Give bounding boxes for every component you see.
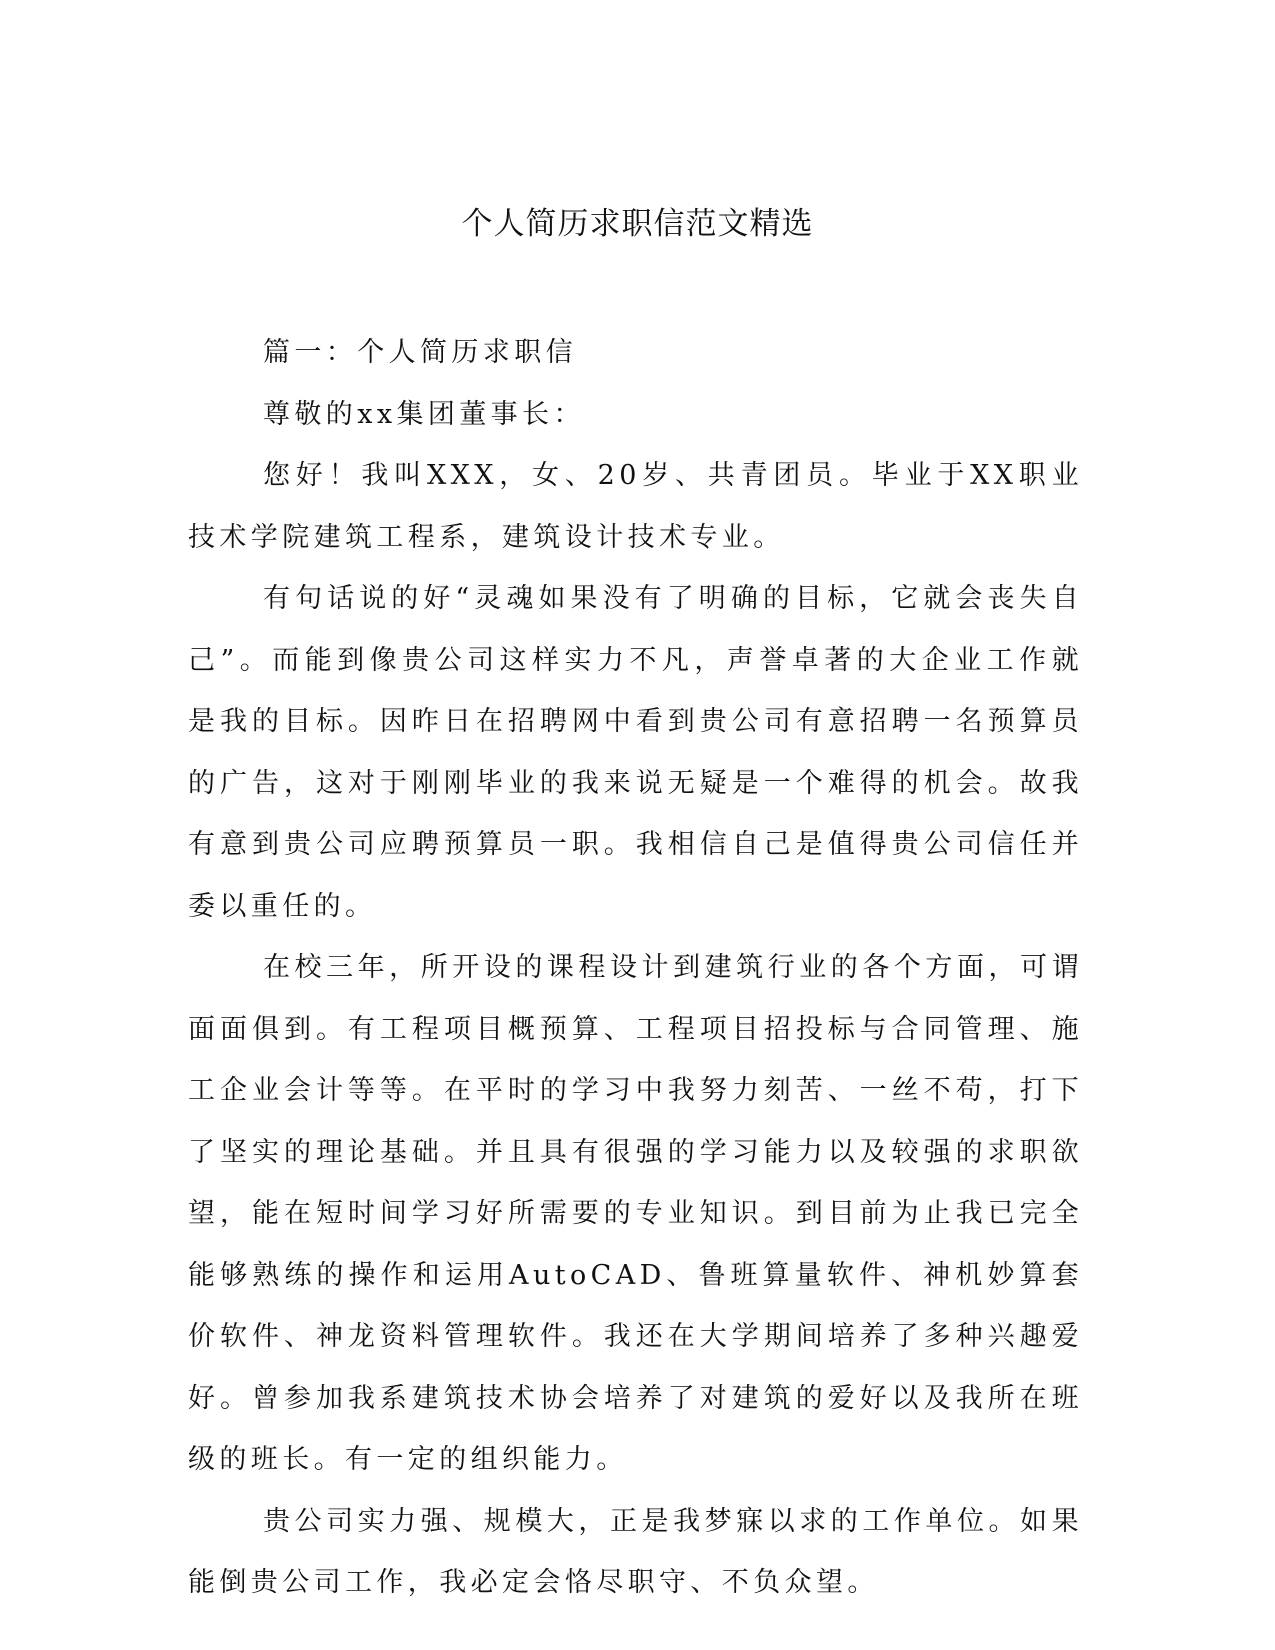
- paragraph-introduction: 您好！我叫XXX，女、20岁、共青团员。毕业于XX职业技术学院建筑工程系，建筑设计技术专业。: [188, 460, 1083, 553]
- salutation: 尊敬的xx集团董事长：: [263, 398, 585, 430]
- paragraph-closing: 贵公司实力强、规模大，正是我梦寐以求的工作单位。如果能倒贵公司工作，我必定会恪尽职守、不负众望。: [188, 1505, 1083, 1598]
- paragraph-education: 在校三年，所开设的课程设计到建筑行业的各个方面，可谓面面俱到。有工程项目概预算、工程项目招投标与合同管理、施工企业会计等等。在平时的学习中我努力刻苦、一丝不苟，打下了坚实的理论基础。并且具有很强的学习能力以及较强的求职欲望，能在短时间学习好所需要的专业知识。到目前为止我已完全能够熟练的操作和运用AutoCAD、鲁班算量软件、神机妙算套价软件、神龙资料管理软件。我还在大学期间培养了多种兴趣爱好。曾参加我系建筑技术协会培养了对建筑的爱好以及我所在班级的班长。有一定的组织能力。: [188, 952, 1083, 1475]
- paragraph-motivation: 有句话说的好“灵魂如果没有了明确的目标，它就会丧失自己”。而能到像贵公司这样实力不凡，声誉卓著的大企业工作就是我的目标。因昨日在招聘网中看到贵公司有意招聘一名预算员的广告，这对于刚刚毕业的我来说无疑是一个难得的机会。故我有意到贵公司应聘预算员一职。我相信自己是值得贵公司信任并委以重任的。: [188, 583, 1083, 922]
- section-heading: 篇一：个人简历求职信: [263, 337, 577, 368]
- document-body: [188, 322, 1083, 1614]
- document-title: 个人简历求职信范文精选: [461, 206, 814, 242]
